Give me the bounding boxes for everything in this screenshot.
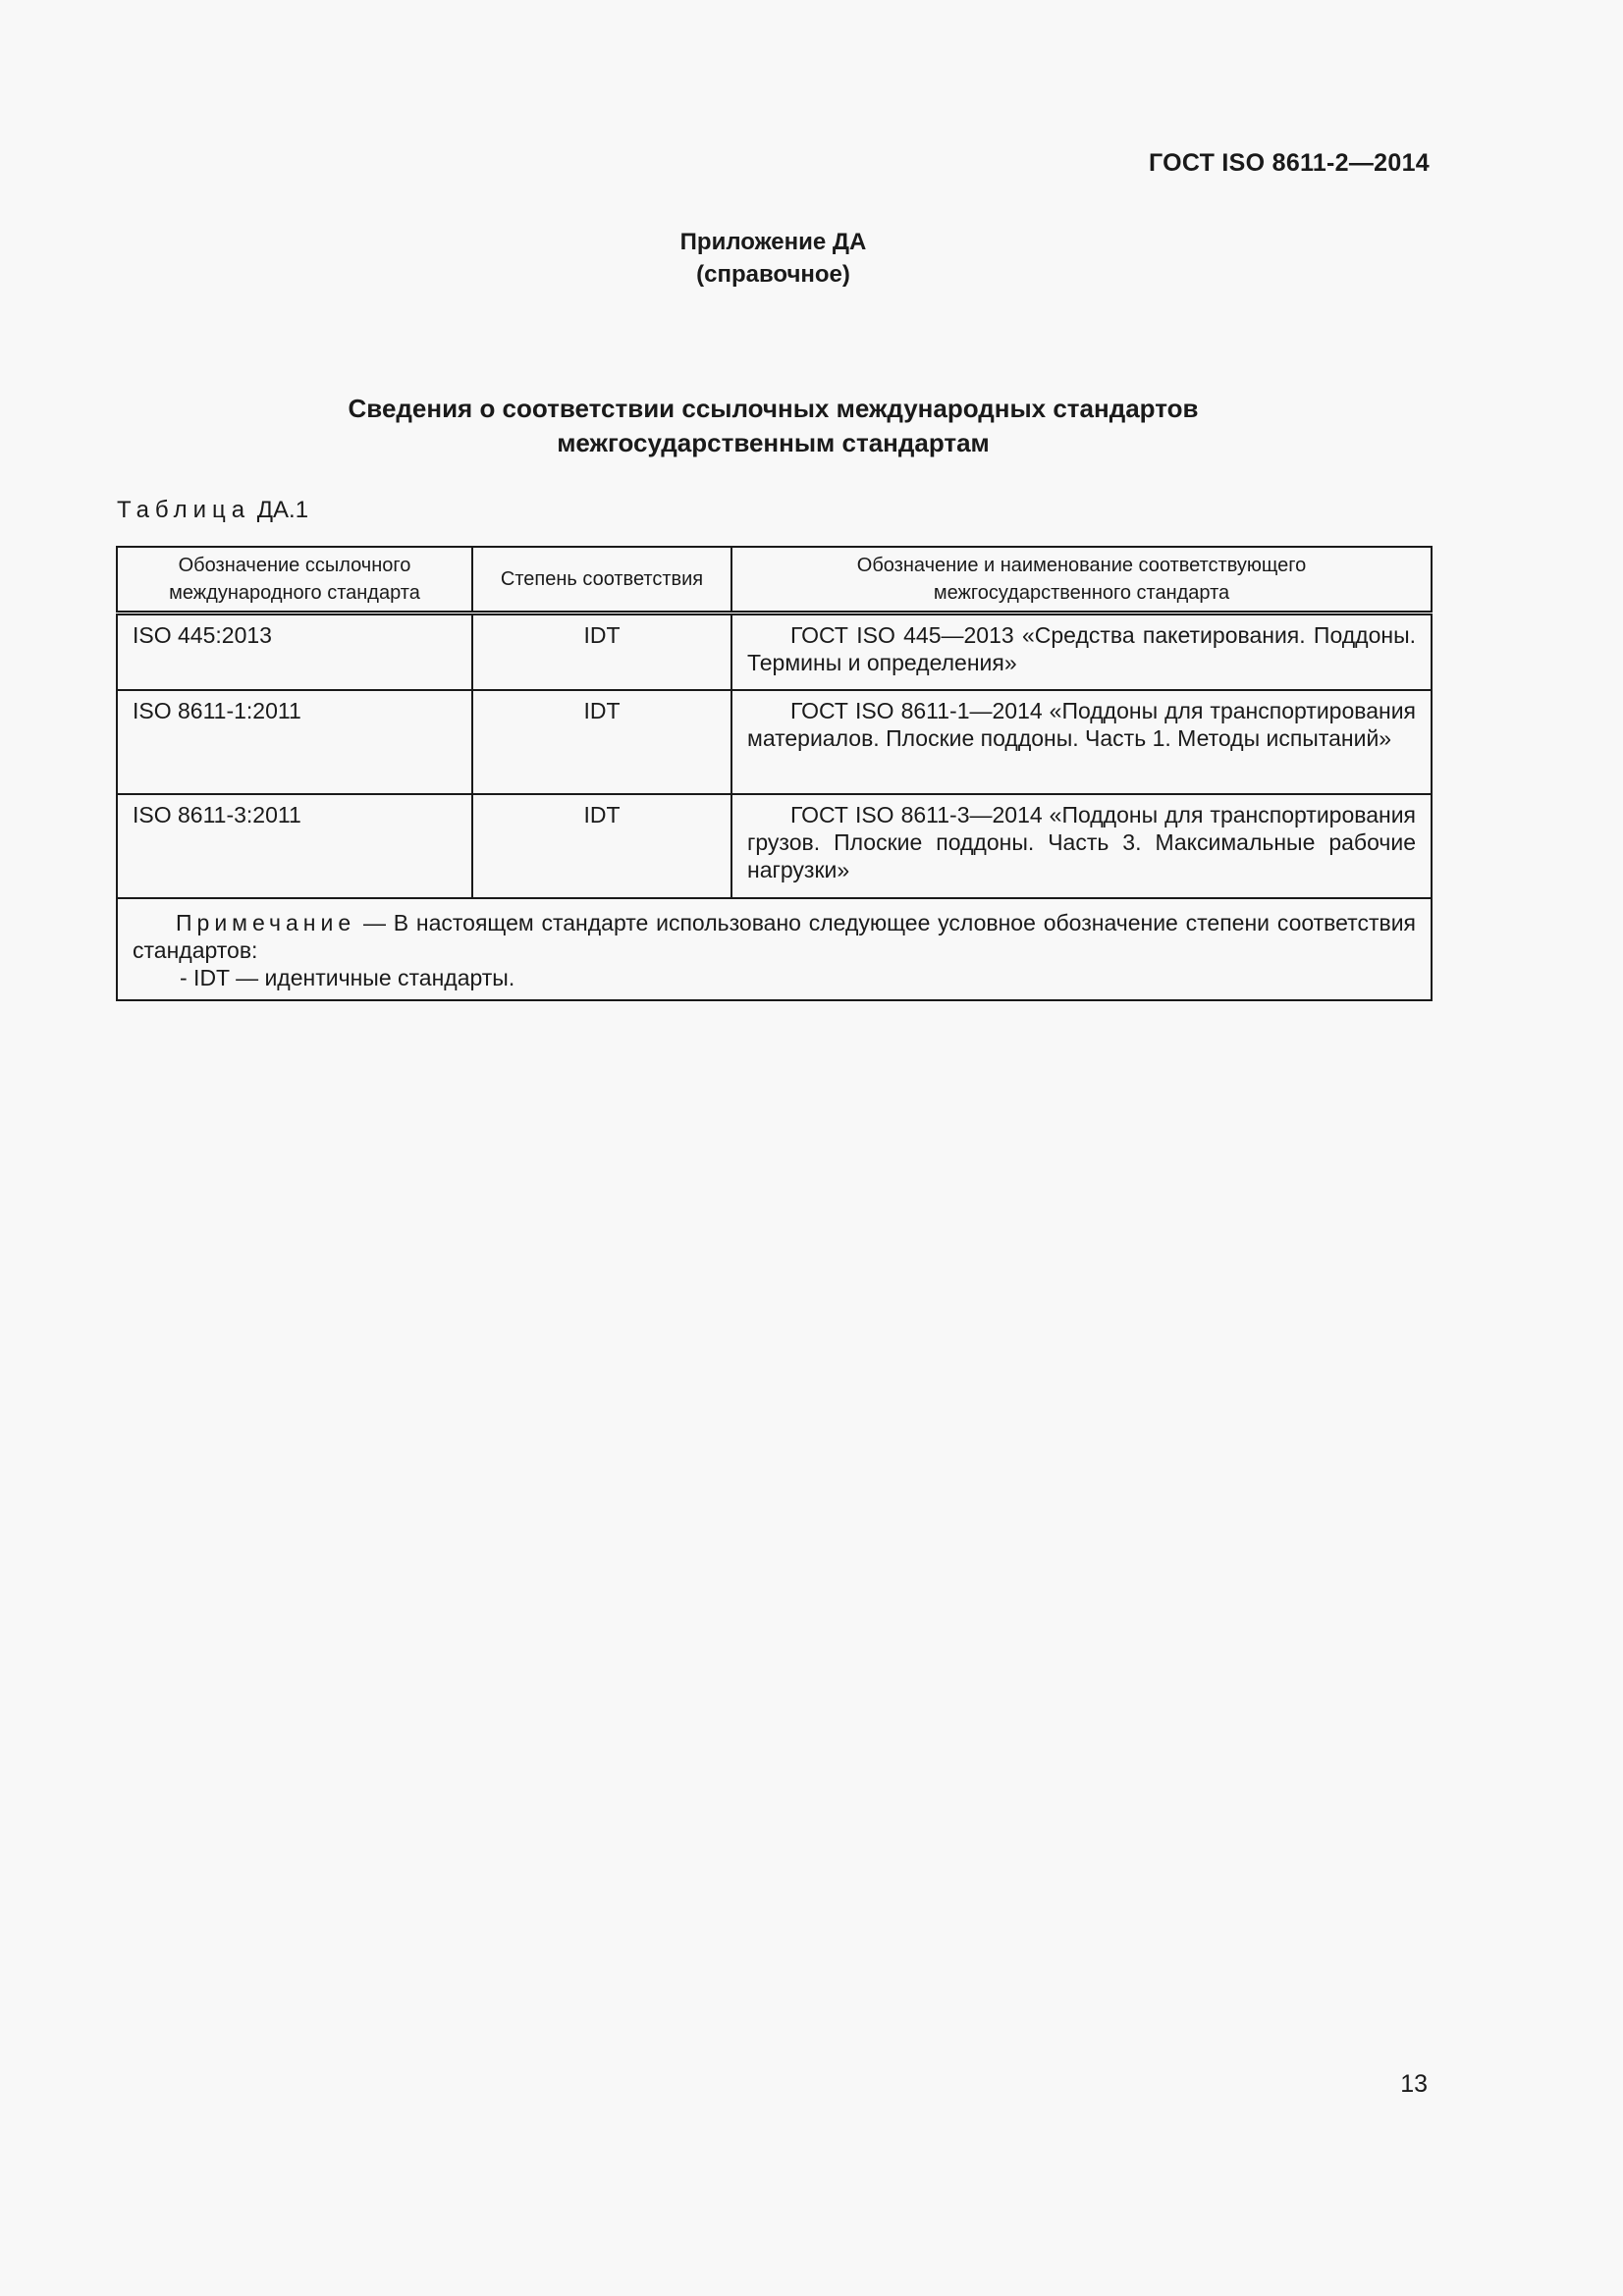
table-row (117, 614, 1432, 691)
cell-international-standard: ISO 8611-1:2011 (117, 690, 472, 794)
cell-degree: IDT (472, 690, 731, 794)
section-title-line-1: Сведения о соответствии ссылочных международных стандартов (348, 394, 1199, 423)
table-caption (117, 497, 308, 524)
document-code: ГОСТ ISO 8611-2—2014 (1148, 149, 1430, 177)
cell-national-standard: ГОСТ ISO 8611-1—2014 «Поддоны для транспортирования материалов. Плоские поддоны. Часть 1. Методы испытаний» (731, 690, 1432, 794)
appendix-title: Приложение ДА (679, 229, 867, 255)
header-national-standard: Обозначение и наименование соответствующего межгосударственного стандарта (731, 547, 1432, 614)
correspondence-table (116, 546, 1433, 1001)
cell-degree: IDT (472, 614, 731, 691)
note-label: Примечание (176, 910, 356, 935)
cell-national-standard: ГОСТ ISO 8611-3—2014 «Поддоны для транспортирования грузов. Плоские поддоны. Часть 3. Максимальные рабочие нагрузки» (731, 794, 1432, 898)
page-number: 13 (1400, 2070, 1428, 2098)
table-row (117, 690, 1432, 794)
table-caption-number: ДА.1 (256, 497, 309, 523)
cell-national-standard: ГОСТ ISO 445—2013 «Средства пакетирования. Поддоны. Термины и определения» (731, 614, 1432, 691)
section-title-line-2: межгосударственным стандартам (557, 428, 990, 457)
table-note-row (117, 898, 1432, 1000)
table-note (117, 898, 1432, 1000)
cell-international-standard: ISO 8611-3:2011 (117, 794, 472, 898)
header-degree-of-correspondence: Степень соответствия (472, 547, 731, 614)
appendix-heading (0, 226, 1546, 291)
table-row (117, 794, 1432, 898)
header-international-standard: Обозначение ссылочного международного стандарта (117, 547, 472, 614)
table-header-row (117, 547, 1432, 614)
note-list-item: - IDT — идентичные стандарты. (180, 965, 515, 990)
note-body: — В настоящем стандарте использовано следующее условное обозначение степени соответствия стандартов: (133, 910, 1417, 963)
cell-international-standard: ISO 445:2013 (117, 614, 472, 691)
note-text (133, 909, 1416, 964)
section-title (0, 392, 1546, 460)
appendix-subtitle: (справочное) (696, 261, 850, 288)
table-caption-word: Таблица (117, 497, 251, 523)
cell-degree: IDT (472, 794, 731, 898)
